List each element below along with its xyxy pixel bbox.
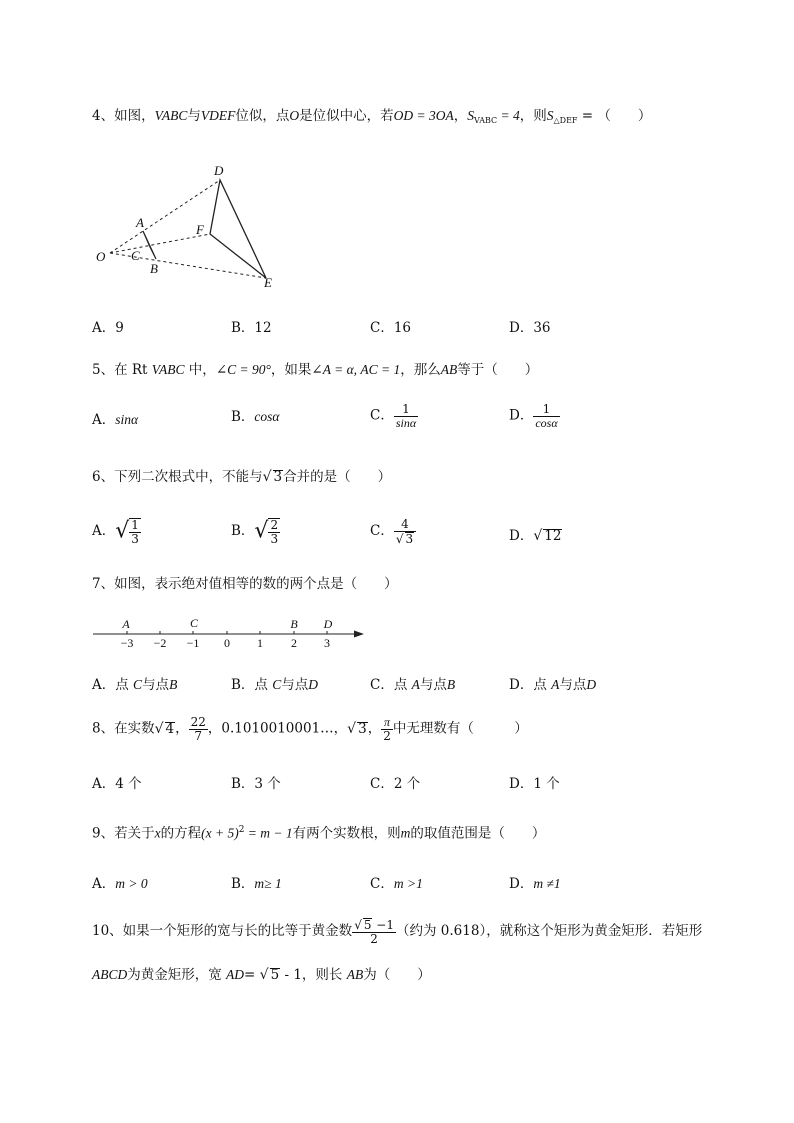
radical-sign: √ xyxy=(154,721,164,738)
q8-pi-num: π xyxy=(384,715,391,729)
q6-b: 合并的是（ ） xyxy=(283,469,392,485)
q4-with: 与 xyxy=(187,108,201,124)
q7-tick-neg2: −2 xyxy=(153,636,167,650)
q5-c: ，如果 xyxy=(270,362,312,378)
q5-option-c xyxy=(370,403,418,429)
q7-opt-b-mid: 与点 xyxy=(281,677,309,693)
q7-tick-1: 1 xyxy=(257,636,263,650)
q10-line2-b: = xyxy=(244,967,260,983)
q10-golden-minus: −1 xyxy=(372,918,394,932)
q7-opt-b-p1: C xyxy=(272,677,282,692)
q10-root5: 5 xyxy=(270,967,280,983)
q8-option-c: C．2 个 xyxy=(370,776,421,792)
q7-point-a: A xyxy=(122,617,130,631)
q9-opt-a-value: m > 0 xyxy=(115,876,148,891)
q4-area-sub: VABC xyxy=(473,116,498,125)
q6-opt-a-den: 3 xyxy=(131,531,139,546)
q7-tick-neg3: −3 xyxy=(120,636,134,650)
q5-angle: ∠C = 90° xyxy=(215,362,271,377)
q9-opt-c-value: m >1 xyxy=(393,876,423,891)
q8-frac-den: 7 xyxy=(189,729,208,743)
q9-stem xyxy=(92,826,545,841)
q6-opt-a-num: 1 xyxy=(131,518,139,532)
q6-opt-d-root: 12 xyxy=(544,528,562,544)
q7-point-c: C xyxy=(189,616,199,630)
q9-square: 2 xyxy=(238,825,245,835)
q9-d: 的取值范围是（ ） xyxy=(410,825,546,842)
q8-frac-pi-2 xyxy=(381,716,393,742)
q4-label-d: D xyxy=(214,163,224,178)
q9-opt-c-label: C． xyxy=(370,876,394,892)
q6-option-b xyxy=(231,518,280,545)
q7-opt-c-p2: B xyxy=(446,677,456,692)
q7-opt-c-text: C．点 xyxy=(370,677,412,693)
q10-line2-d: 为（ ） xyxy=(363,967,431,983)
q8-root3: 3 xyxy=(358,720,367,737)
q10-b: （约为 0.618），就称这个矩形为黄金矩形．若矩形 xyxy=(396,922,703,939)
q7-opt-d-mid: 与点 xyxy=(559,677,587,693)
q4-then: ，则 xyxy=(519,108,547,124)
q4-option-d: D．36 xyxy=(509,320,551,336)
q4-o: O xyxy=(289,108,300,123)
q8-a: 8、在实数 xyxy=(92,720,155,737)
q5-option-a xyxy=(92,413,138,428)
q4-line-of xyxy=(110,234,210,253)
q4-label-c: C xyxy=(131,248,140,263)
q7-opt-a-mid: 与点 xyxy=(142,677,170,693)
q5-tri: VABC xyxy=(151,362,185,377)
q4-label-b: B xyxy=(150,261,158,276)
q9-option-a xyxy=(92,877,148,892)
q7-tick-0: 0 xyxy=(224,636,230,650)
q10-golden-den: 2 xyxy=(352,932,396,946)
q10-a: 10、如果一个矩形的宽与长的比等于黄金数 xyxy=(92,922,353,939)
radical-sign: √ xyxy=(254,518,269,544)
q7-opt-d-p2: D xyxy=(586,677,597,692)
q4-area2-s: S xyxy=(546,108,554,123)
q6-opt-c-num: 4 xyxy=(401,517,409,531)
q10-golden-frac xyxy=(352,918,396,945)
q7-option-d xyxy=(509,678,596,693)
q8-decimal: ，0.1010010001…， xyxy=(207,720,348,737)
q5-e: 等于（ ） xyxy=(457,362,539,378)
q8-frac-22-7 xyxy=(189,716,208,742)
q6-opt-c-frac xyxy=(394,518,416,545)
q9-eq: (x + 5) xyxy=(201,825,239,841)
q7-option-b xyxy=(231,678,318,693)
q6-opt-c-root: 3 xyxy=(405,531,414,546)
q9-b: 的方程 xyxy=(160,825,202,842)
q9-opt-d-value: m ≠1 xyxy=(533,876,561,891)
q7-tick-3: 3 xyxy=(324,636,330,650)
q5-opt-a-label: A． xyxy=(92,412,116,428)
q4-sep: ， xyxy=(453,108,468,124)
q6-opt-c-den xyxy=(394,531,416,546)
q9-m: m xyxy=(400,825,411,841)
q7-opt-a-text: A．点 xyxy=(92,677,134,693)
q6-stem xyxy=(92,470,391,485)
q6-opt-b-frac xyxy=(268,518,280,545)
q5-opt-d-num: 1 xyxy=(542,402,551,416)
q8-sep1: ， xyxy=(175,720,189,737)
radical-sign: √ xyxy=(262,469,272,485)
q5-opt-c-label: C． xyxy=(370,407,394,424)
q9-opt-d-label: D． xyxy=(509,876,534,892)
q8-option-d: D．1 个 xyxy=(509,776,560,792)
q4-tri-def: VDEF xyxy=(200,108,236,123)
q9-opt-b-label: B． xyxy=(231,876,255,892)
radical-sign: √ xyxy=(115,518,130,544)
q10-ab: AB xyxy=(346,967,364,982)
q7-opt-d-text: D．点 xyxy=(509,677,552,693)
radical-sign: √ xyxy=(259,967,269,983)
radical-sign: √ xyxy=(347,721,357,738)
q7-opt-c-mid: 与点 xyxy=(419,677,447,693)
q8-option-a: A．4 个 xyxy=(92,776,142,792)
q5-opt-a-value: sinα xyxy=(115,412,139,427)
q10-ad: AD xyxy=(226,967,245,982)
q5-opt-b-value: cosα xyxy=(254,409,280,424)
q8-root4: 4 xyxy=(165,720,175,737)
q10-line2-a: 为黄金矩形，宽 xyxy=(127,967,227,983)
q6-option-c xyxy=(370,518,416,545)
q7-tick-2: 2 xyxy=(291,636,297,650)
q6-a: 6、下列二次根式中，不能与 xyxy=(92,469,263,485)
q7-tick-neg1: −1 xyxy=(186,636,200,650)
q9-opt-b-value: m≥ 1 xyxy=(254,876,282,891)
q6-root: 3 xyxy=(273,469,283,485)
q5-opt-d-frac xyxy=(533,403,559,429)
q5-option-b xyxy=(231,410,280,425)
q4-stem xyxy=(92,109,651,125)
q4-label-f: F xyxy=(196,222,204,237)
q9-eq2: = m − 1 xyxy=(244,825,293,841)
q7-opt-b-text: B．点 xyxy=(231,677,273,693)
q8-pi-den: 2 xyxy=(383,728,391,743)
radical-sign: √ xyxy=(395,531,404,546)
q4-mid: 位似，点 xyxy=(235,108,290,124)
q9-option-d xyxy=(509,877,561,892)
q4-prefix: 4、如图， xyxy=(92,108,155,124)
q4-option-c: C．16 xyxy=(370,320,412,336)
arrow-right-icon xyxy=(354,631,364,638)
q7-stem: 7、如图，表示绝对值相等的数的两个点是（ ） xyxy=(92,576,398,592)
q5-a: 5、在 Rt xyxy=(92,362,152,378)
q10-golden-num xyxy=(352,918,396,932)
q5-opt-d-label: D． xyxy=(509,407,534,424)
q9-x: x xyxy=(154,825,161,841)
q7-opt-a-p1: C xyxy=(133,677,143,692)
q4-figure xyxy=(90,160,290,295)
q5-d: ，那么 xyxy=(400,362,441,378)
q10-line2-c: - 1，则长 xyxy=(280,967,347,983)
q6-opt-b-den: 3 xyxy=(270,531,279,546)
q4-tri-abc: VABC xyxy=(154,108,188,123)
q9-opt-a-label: A． xyxy=(92,876,116,892)
q9-option-c xyxy=(370,877,423,892)
q4-area2-eq: = （ ） xyxy=(577,108,652,124)
q7-option-a xyxy=(92,678,177,693)
q10-line2 xyxy=(92,968,431,983)
q5-opt-c-den: sinα xyxy=(395,415,417,430)
q7-opt-c-p1: A xyxy=(411,677,420,692)
q5-b: 中， xyxy=(184,362,216,378)
q7-opt-d-p1: A xyxy=(551,677,560,692)
q4-area-s: S xyxy=(467,108,474,123)
q4-area-val: = 4 xyxy=(497,108,520,123)
q10-abcd: ABCD xyxy=(92,967,128,982)
q8-frac-num: 22 xyxy=(190,715,206,729)
q6-opt-b-label: B． xyxy=(231,522,255,539)
q9-a: 9、若关于 xyxy=(92,825,155,842)
q10-line1 xyxy=(92,918,702,945)
q4-label-a: A xyxy=(136,215,144,230)
q4-option-b: B．12 xyxy=(231,320,272,336)
q8-option-b: B．3 个 xyxy=(231,776,281,792)
q6-option-a xyxy=(92,518,141,545)
q5-ab: AB xyxy=(440,362,458,377)
q7-opt-b-p2: D xyxy=(308,677,318,692)
q7-option-c xyxy=(370,678,455,693)
q7-number-line xyxy=(88,612,373,657)
q10-golden-root: 5 xyxy=(363,918,372,932)
radical-sign: √ xyxy=(533,528,543,544)
q6-opt-d-label: D． xyxy=(509,528,534,544)
q6-opt-c-label: C． xyxy=(370,522,394,539)
q7-point-b: B xyxy=(290,617,298,631)
q5-opt-c-num: 1 xyxy=(402,402,410,416)
radical-sign: √ xyxy=(354,918,362,932)
q6-opt-a-frac xyxy=(129,518,141,545)
q7-opt-a-p2: B xyxy=(169,677,178,692)
q8-b: 中无理数有（ ） xyxy=(392,720,528,737)
q8-sep2: ， xyxy=(367,720,382,737)
q9-option-b xyxy=(231,877,282,892)
q5-cond: ∠A = α, AC = 1 xyxy=(311,362,401,377)
q5-option-d xyxy=(509,403,560,429)
q5-opt-d-den: cosα xyxy=(535,415,558,430)
q7-point-d: D xyxy=(323,617,333,631)
q9-c: 有两个实数根，则 xyxy=(292,825,401,842)
q5-opt-b-label: B． xyxy=(231,409,255,425)
q4-mid2: 是位似中心，若 xyxy=(299,108,394,124)
q4-area2-sub: △DEF xyxy=(553,116,578,125)
q4-option-a: A．9 xyxy=(92,320,124,336)
q6-option-d xyxy=(509,529,562,544)
q4-label-o: O xyxy=(96,249,106,264)
q4-triangle-def xyxy=(210,180,266,278)
q6-opt-b-num: 2 xyxy=(270,518,279,532)
q6-opt-a-label: A． xyxy=(92,522,116,539)
q4-condition: OD = 3OA xyxy=(393,108,454,123)
q5-stem xyxy=(92,363,538,378)
q8-stem xyxy=(92,716,528,742)
q5-opt-c-frac xyxy=(394,403,418,429)
q4-label-e: E xyxy=(264,275,272,290)
